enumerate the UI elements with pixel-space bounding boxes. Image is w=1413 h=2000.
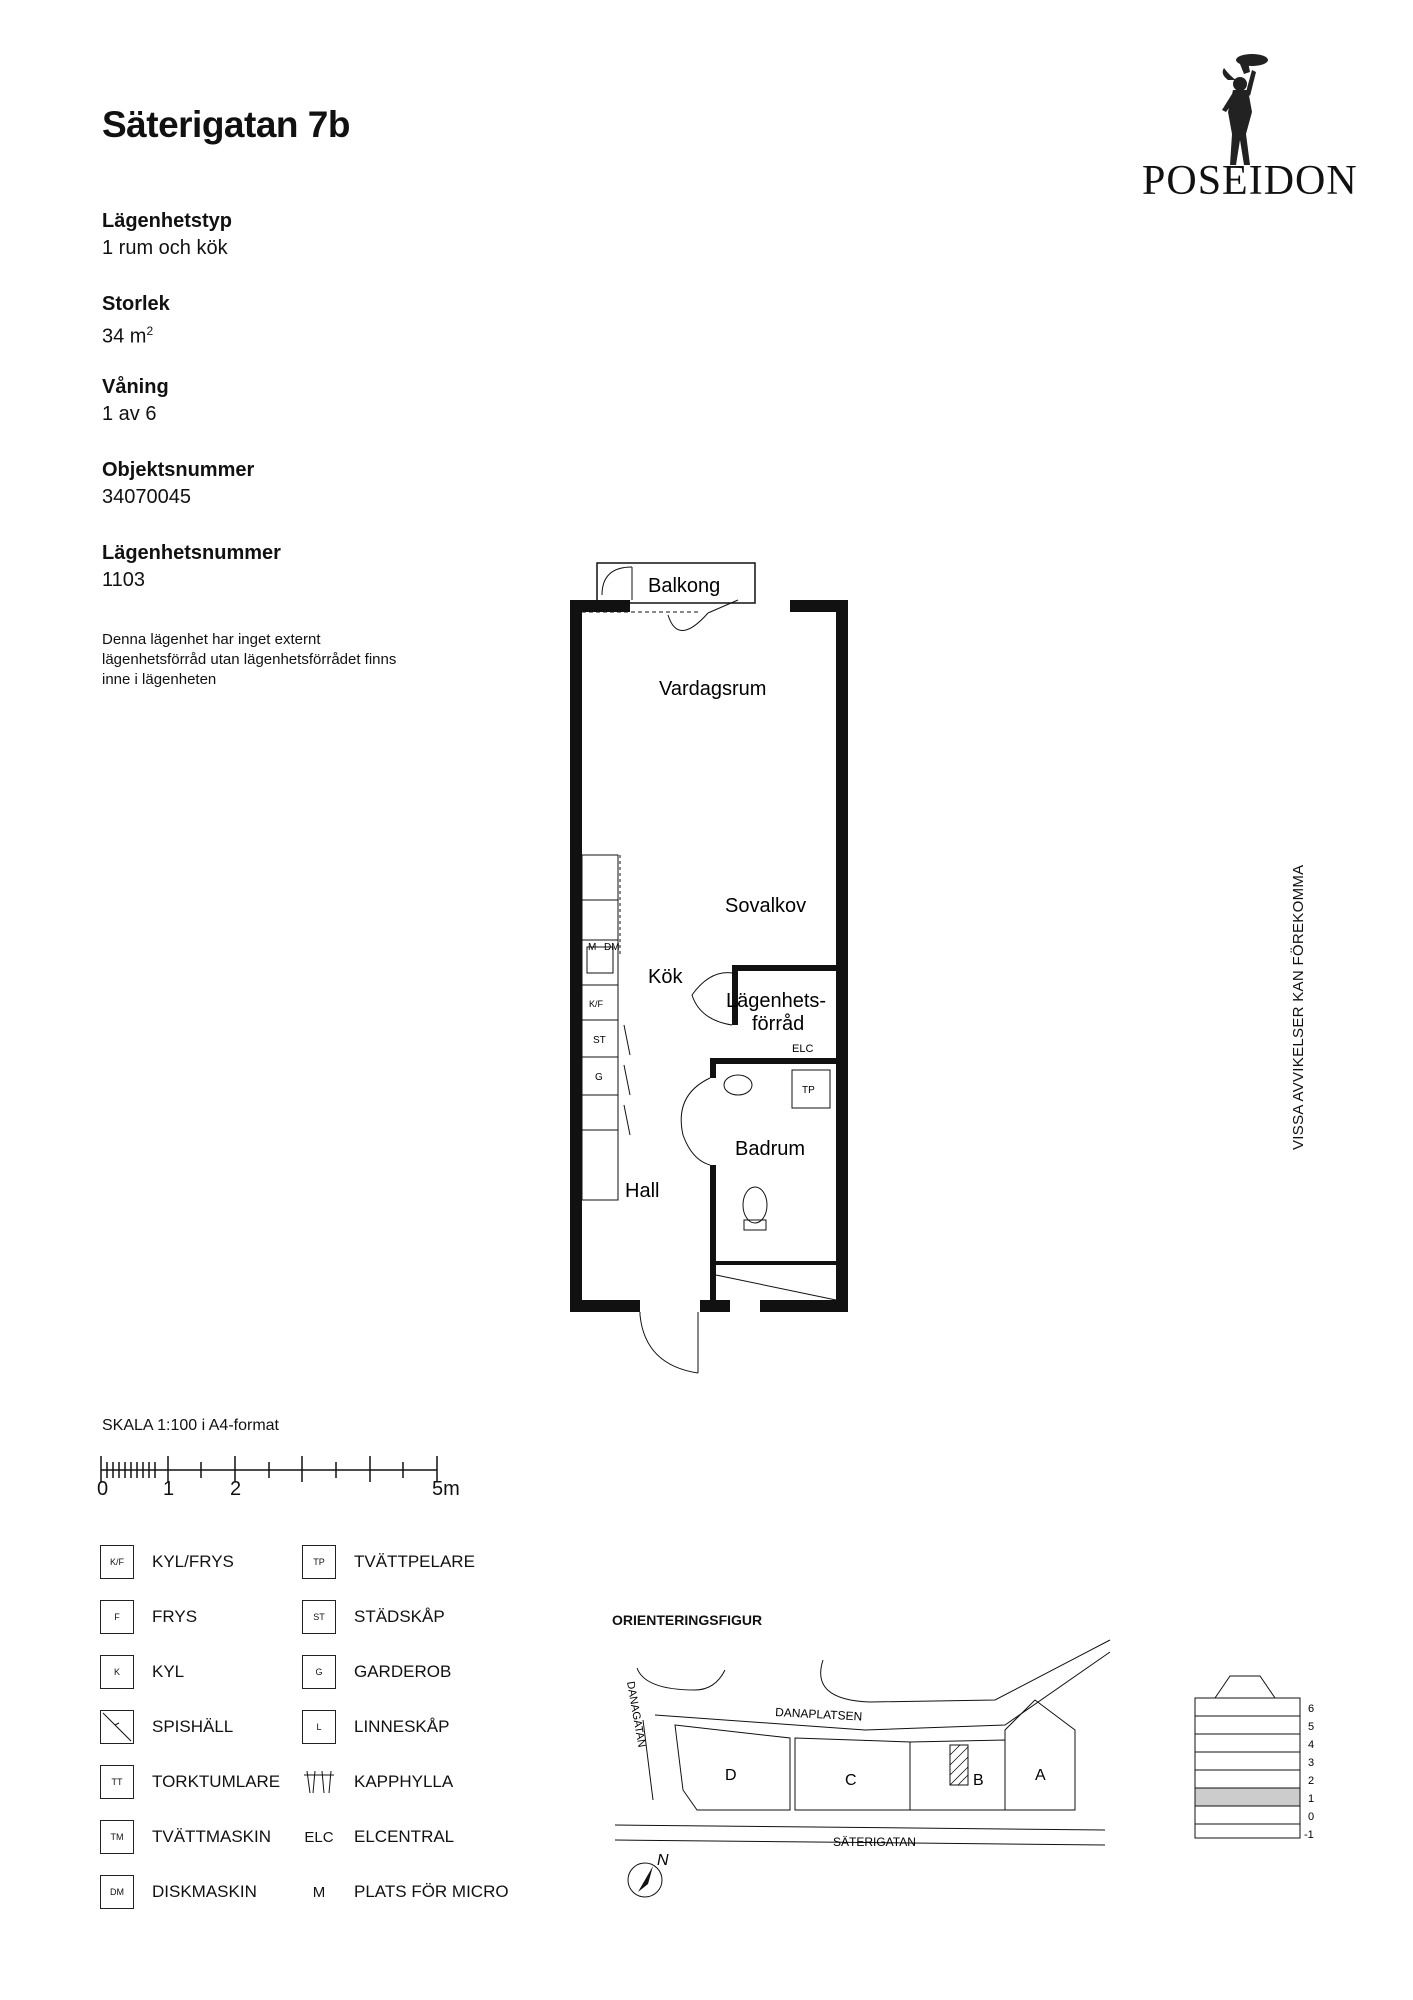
info-label: Storlek <box>102 293 170 315</box>
info-object-number <box>102 457 254 511</box>
info-value: 1 av 6 <box>102 403 157 425</box>
legend-item <box>100 1540 280 1584</box>
legend-label: ELCENTRAL <box>354 1827 455 1846</box>
legend-item <box>302 1595 509 1639</box>
room-label-storage-2: förråd <box>752 1013 805 1035</box>
scale-label-1: 1 <box>163 1478 175 1500</box>
legend-label: KYL/FRYS <box>152 1552 234 1571</box>
building-label-a: A <box>1035 1767 1046 1784</box>
living-door-arc <box>668 613 708 631</box>
disclaimer <box>1290 850 1320 1150</box>
floor-label: 4 <box>1308 1739 1315 1751</box>
floor-label: -1 <box>1304 1829 1314 1841</box>
scale-label-5: 5m <box>432 1478 460 1500</box>
legend-item <box>100 1870 280 1914</box>
legend-item <box>100 1705 280 1749</box>
street-danagatan: DANAGATAN <box>624 1680 648 1749</box>
legend-label: TORKTUMLARE <box>152 1772 281 1791</box>
floor-label: 5 <box>1308 1721 1315 1733</box>
legend-item <box>100 1760 280 1804</box>
scale-title: SKALA 1:100 i A4-format <box>102 1417 279 1434</box>
highlighted-floor <box>1195 1788 1300 1806</box>
fixture-micro: M <box>588 942 597 953</box>
disclaimer-text: VISSA AVVIKELSER KAN FÖREKOMMA <box>1290 864 1307 1150</box>
orientation-title: ORIENTERINGSFIGUR <box>612 1612 763 1628</box>
floor-label: 0 <box>1308 1811 1315 1823</box>
legend-code: TM <box>100 1820 134 1854</box>
building-b-highlight <box>950 1745 968 1785</box>
room-label-living-room: Vardagsrum <box>659 678 767 700</box>
wall-bath-left-bottom <box>710 1165 716 1305</box>
legend-label: LINNESKÅP <box>354 1717 450 1736</box>
legend-item <box>302 1760 509 1804</box>
legend-label: TVÄTTPELARE <box>354 1552 475 1571</box>
room-label-hall: Hall <box>625 1180 660 1202</box>
legend-code: ST <box>302 1600 336 1634</box>
floor-indicator <box>1180 1670 1320 1855</box>
info-label: Våning <box>102 376 169 398</box>
room-label-storage-1: Lägenhets- <box>726 990 827 1012</box>
stove-icon <box>100 1710 134 1744</box>
legend-code: F <box>100 1600 134 1634</box>
legend-right <box>302 1540 509 1914</box>
legend-label: DISKMASKIN <box>152 1882 257 1901</box>
washbasin-icon <box>724 1075 752 1095</box>
room-label-kitchen: Kök <box>648 966 683 988</box>
legend-label: STÄDSKÅP <box>354 1607 445 1626</box>
legend-code: ELC <box>304 1828 334 1846</box>
building-b <box>910 1740 1005 1810</box>
legend-label: SPISHÄLL <box>152 1717 234 1736</box>
wall-bath-bottom <box>710 1261 840 1265</box>
info-apartment-type <box>102 208 232 262</box>
room-label-alcove: Sovalkov <box>725 895 807 917</box>
kitchen-counter <box>582 855 618 1200</box>
living-door-leaf <box>708 600 738 613</box>
wall-bottom-left <box>570 1300 640 1312</box>
floor-label: 3 <box>1308 1757 1315 1769</box>
info-apartment-number <box>102 540 281 594</box>
legend-code: K <box>100 1655 134 1689</box>
legend-item <box>302 1870 509 1914</box>
page-title: Säterigatan 7b <box>102 104 350 145</box>
legend-code: G <box>302 1655 336 1689</box>
north-label: N <box>657 1852 669 1869</box>
orientation-map <box>605 1630 1115 1900</box>
fixture-wardrobe: G <box>595 1072 603 1083</box>
wall-bottom-right <box>760 1300 848 1312</box>
legend-label: FRYS <box>152 1607 198 1626</box>
bath-door-arc <box>681 1078 710 1165</box>
legend-label: KAPPHYLLA <box>354 1772 454 1791</box>
brand-name: POSEIDON <box>1142 158 1358 204</box>
wall-bath-top <box>710 1058 840 1064</box>
room-label-balcony: Balkong <box>648 575 721 597</box>
legend-label: PLATS FÖR MICRO <box>354 1882 509 1901</box>
toilet-icon <box>743 1187 767 1223</box>
legend-item <box>302 1540 509 1584</box>
size-superscript: 2 <box>146 324 154 338</box>
info-label: Objektsnummer <box>102 459 255 481</box>
building-label-d: D <box>725 1767 737 1784</box>
fixture-washer-tower: TP <box>802 1085 815 1096</box>
info-value <box>102 318 170 351</box>
size-value: 34 m <box>102 325 147 348</box>
legend-code: M <box>312 1883 326 1901</box>
entrance-door-arc <box>640 1312 698 1373</box>
legend-item <box>302 1815 509 1859</box>
info-value: 34070045 <box>102 486 191 508</box>
scale-bar <box>95 1440 465 1500</box>
room-label-bathroom: Badrum <box>735 1138 806 1160</box>
street-saterigatan: SÄTERIGATAN <box>833 1835 916 1849</box>
scale-label-2: 2 <box>230 1478 242 1500</box>
wall-right <box>836 600 848 1312</box>
fixture-fridge: K/F <box>589 999 604 1009</box>
floor-label: 6 <box>1308 1703 1315 1715</box>
legend-item <box>302 1705 509 1749</box>
fixture-dishwasher: DM <box>604 942 620 953</box>
coat-rack-icon <box>302 1765 336 1799</box>
fixture-cleaning: ST <box>593 1035 606 1046</box>
legend-label: GARDEROB <box>354 1662 452 1681</box>
road-curve-left <box>637 1668 725 1690</box>
wall-left <box>570 600 582 1312</box>
info-value: 1 rum och kök <box>102 237 228 259</box>
storage-note: Denna lägenhet har inget externt lägenhetsförråd utan lägenhetsförrådet finns inne i lägenheten <box>102 631 397 688</box>
fixture-electrical: ELC <box>792 1043 814 1055</box>
legend-code: TP <box>302 1545 336 1579</box>
info-label: Lägenhetstyp <box>102 210 233 232</box>
legend-item <box>302 1650 509 1694</box>
floor-label: 2 <box>1308 1775 1315 1787</box>
legend-code: L <box>302 1710 336 1744</box>
floor-label: 1 <box>1308 1793 1315 1805</box>
street-danaplatsen: DANAPLATSEN <box>774 1705 863 1724</box>
legend-left <box>100 1540 280 1914</box>
floor-plan <box>560 555 860 1335</box>
legend-code: DM <box>100 1875 134 1909</box>
legend-label: TVÄTTMASKIN <box>152 1827 272 1846</box>
building-label-c: C <box>845 1772 857 1789</box>
info-size <box>102 291 170 351</box>
wall-storage-top <box>732 965 836 971</box>
wall-bath-left-top <box>710 1058 716 1078</box>
info-value: 1103 <box>102 569 146 591</box>
legend-label: KYL <box>152 1662 185 1681</box>
balcony-door-arc <box>602 567 632 595</box>
scale-label-0: 0 <box>97 1478 109 1500</box>
info-label: Lägenhetsnummer <box>102 542 281 564</box>
building-a <box>1005 1700 1075 1810</box>
legend-item <box>100 1595 280 1639</box>
info-floor <box>102 374 169 428</box>
legend-item <box>100 1650 280 1694</box>
legend-code: TT <box>100 1765 134 1799</box>
legend-code: K/F <box>100 1545 134 1579</box>
roof-shape <box>1215 1676 1275 1698</box>
legend-item <box>100 1815 280 1859</box>
building-label-b: B <box>973 1772 984 1789</box>
